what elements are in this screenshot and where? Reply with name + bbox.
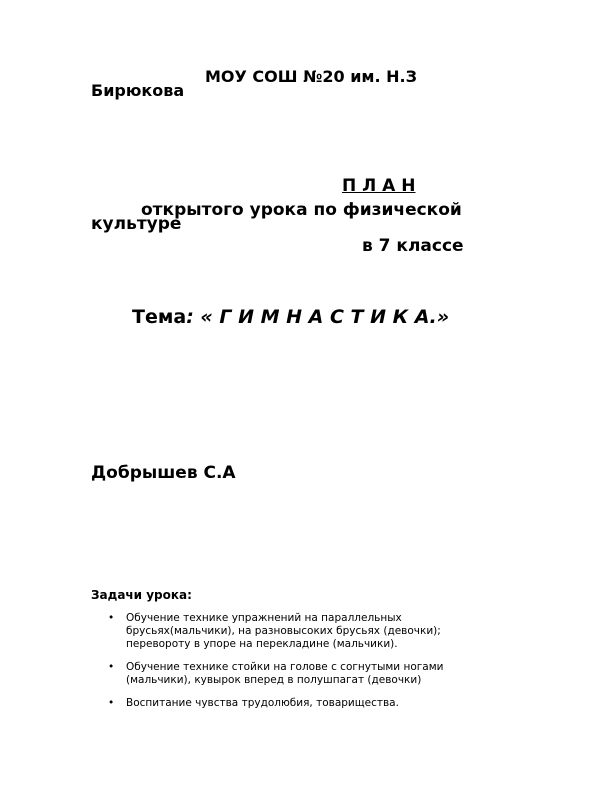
- school-name-line2: Бирюкова: [91, 81, 185, 100]
- task-text: Обучение технике стойки на голове с согнутыми ногами (мальчики), кувырок вперед в полушпагат (девочки): [126, 661, 444, 686]
- topic-value: : « Г И М Н А С Т И К А.»: [186, 306, 450, 328]
- task-text: Обучение технике упражнений на параллельных брусьях(мальчики), на разновысоких брусьях (девочки); перевороту в упоре на перекладине (мальчики).: [126, 612, 441, 650]
- plan-class: в 7 классе: [362, 236, 464, 256]
- school-name-line1: МОУ СОШ №20 им. Н.З: [205, 67, 417, 86]
- topic-label: Тема: [132, 306, 187, 328]
- task-text: Воспитание чувства трудолюбия, товарищества.: [126, 697, 399, 709]
- task-item: [108, 612, 508, 651]
- lesson-topic: [132, 306, 449, 328]
- tasks-heading: Задачи урока:: [91, 588, 192, 602]
- teacher-name: Добрышев С.А: [91, 463, 236, 483]
- plan-subtitle-line1: открытого урока по физической: [141, 200, 462, 220]
- bullet-icon: •: [108, 661, 115, 673]
- plan-subtitle-line2: культуре: [91, 214, 182, 234]
- task-item: [108, 661, 508, 687]
- tasks-list: [108, 612, 508, 720]
- bullet-icon: •: [108, 697, 115, 709]
- task-item: [108, 697, 508, 710]
- bullet-icon: •: [108, 612, 115, 624]
- plan-title: П Л А Н: [342, 176, 416, 196]
